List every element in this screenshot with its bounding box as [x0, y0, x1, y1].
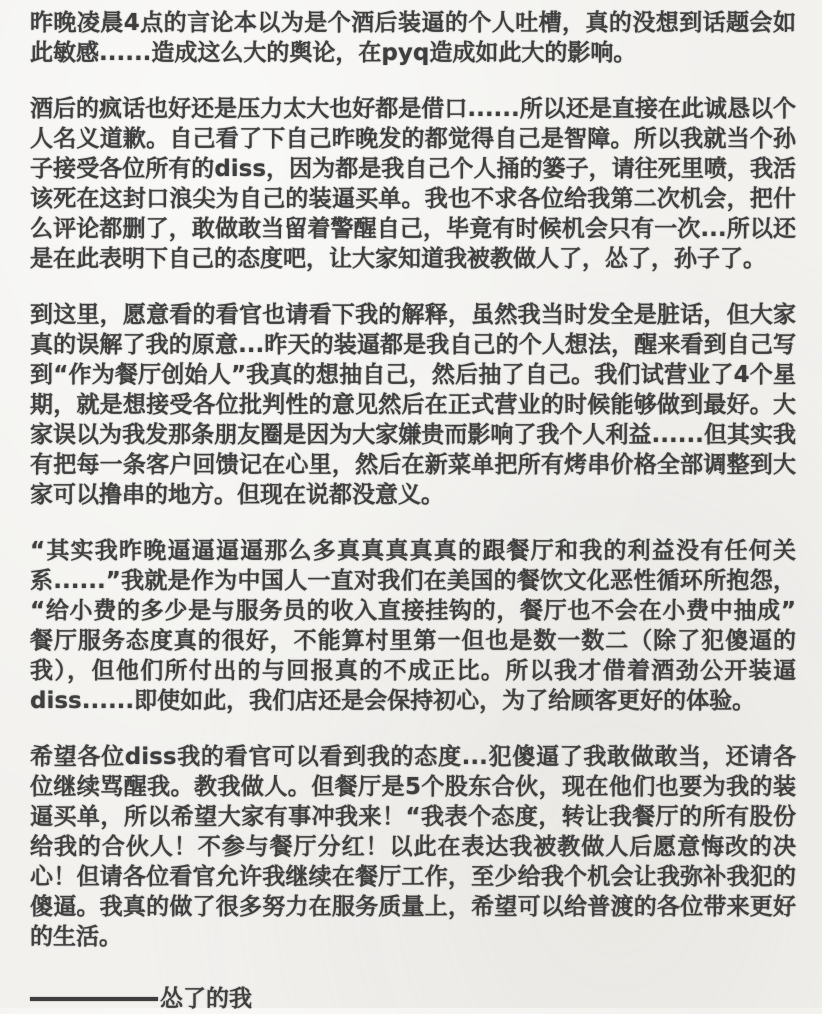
paragraph-pledge: 希望各位diss我的看官可以看到我的态度...犯傻逼了我敢做敢当，还请各位继续骂醒我。教我做人。但餐厅是5个股东合伙，现在他们也要为我的装逼买单，所以希望大家有事冲我来！“我表个态度，转让我餐厅的所有股份给我的合伙人！不参与餐厅分红！以此在表达我被教做人后愿意悔改的决心！但请各位看官允许我继续在餐厅工作，至少给我个机会让我弥补我犯的傻逼。我真的做了很多努力在服务质量上，希望可以给普渡的各位带来更好的生活。	[30, 744, 796, 950]
signature-text: 怂了的我	[160, 986, 252, 1012]
paragraph-explanation: 到这里，愿意看的看官也请看下我的解释，虽然我当时发全是脏话，但大家真的误解了我的原意...昨天的装逼都是我自己的个人想法，醒来看到自己写到“作为餐厅创始人”我真的想抽自己，然后抽了自己。我们试营业了4个星期，就是想接受各位批判性的意见然后在正式营业的时候能够做到最好。大家误以为我发那条朋友圈是因为大家嫌贵而影响了我个人利益......但其实我有把每一条客户回馈记在心里，然后在新菜单把所有烤串价格全部调整到大家可以撸串的地方。但现在说都没意义。	[30, 302, 796, 508]
paragraph-intro: 昨晚凌晨4点的言论本以为是个酒后装逼的个人吐槽，真的没想到话题会如此敏感......造成这么大的舆论，在pyq造成如此大的影响。	[30, 10, 796, 66]
paragraph-apology: 酒后的疯话也好还是压力太大也好都是借口......所以还是直接在此诚恳以个人名义道歉。自己看了下自己昨晚发的都觉得自己是智障。所以我就当个孙子接受各位所有的diss，因为都是我自己个人捅的篓子，请往死里喷，我活该死在这封口浪尖为自己的装逼买单。我也不求各位给我第二次机会，把什么评论都删了，敢做敢当留着警醒自己，毕竟有时候机会只有一次...所以还是在此表明下自己的态度吧，让大家知道我被教做人了，怂了，孙子了。	[30, 96, 796, 272]
paragraph-restaurant-defense: “其实我昨晚逼逼逼逼那么多真真真真真的跟餐厅和我的利益没有任何关系......”我就是作为中国人一直对我们在美国的餐饮文化恶性循环所抱怨，“给小费的多少是与服务员的收入直接挂钩的，餐厅也不会在小费中抽成”餐厅服务态度真的很好，不能算村里第一但也是数一数二（除了犯傻逼的我），但他们所付出的与回报真的不成正比。所以我才借着酒劲公开装逼diss......即使如此，我们店还是会保持初心，为了给顾客更好的体验。	[30, 538, 796, 714]
signature-dash	[30, 997, 158, 1001]
signature-line	[30, 984, 796, 1014]
